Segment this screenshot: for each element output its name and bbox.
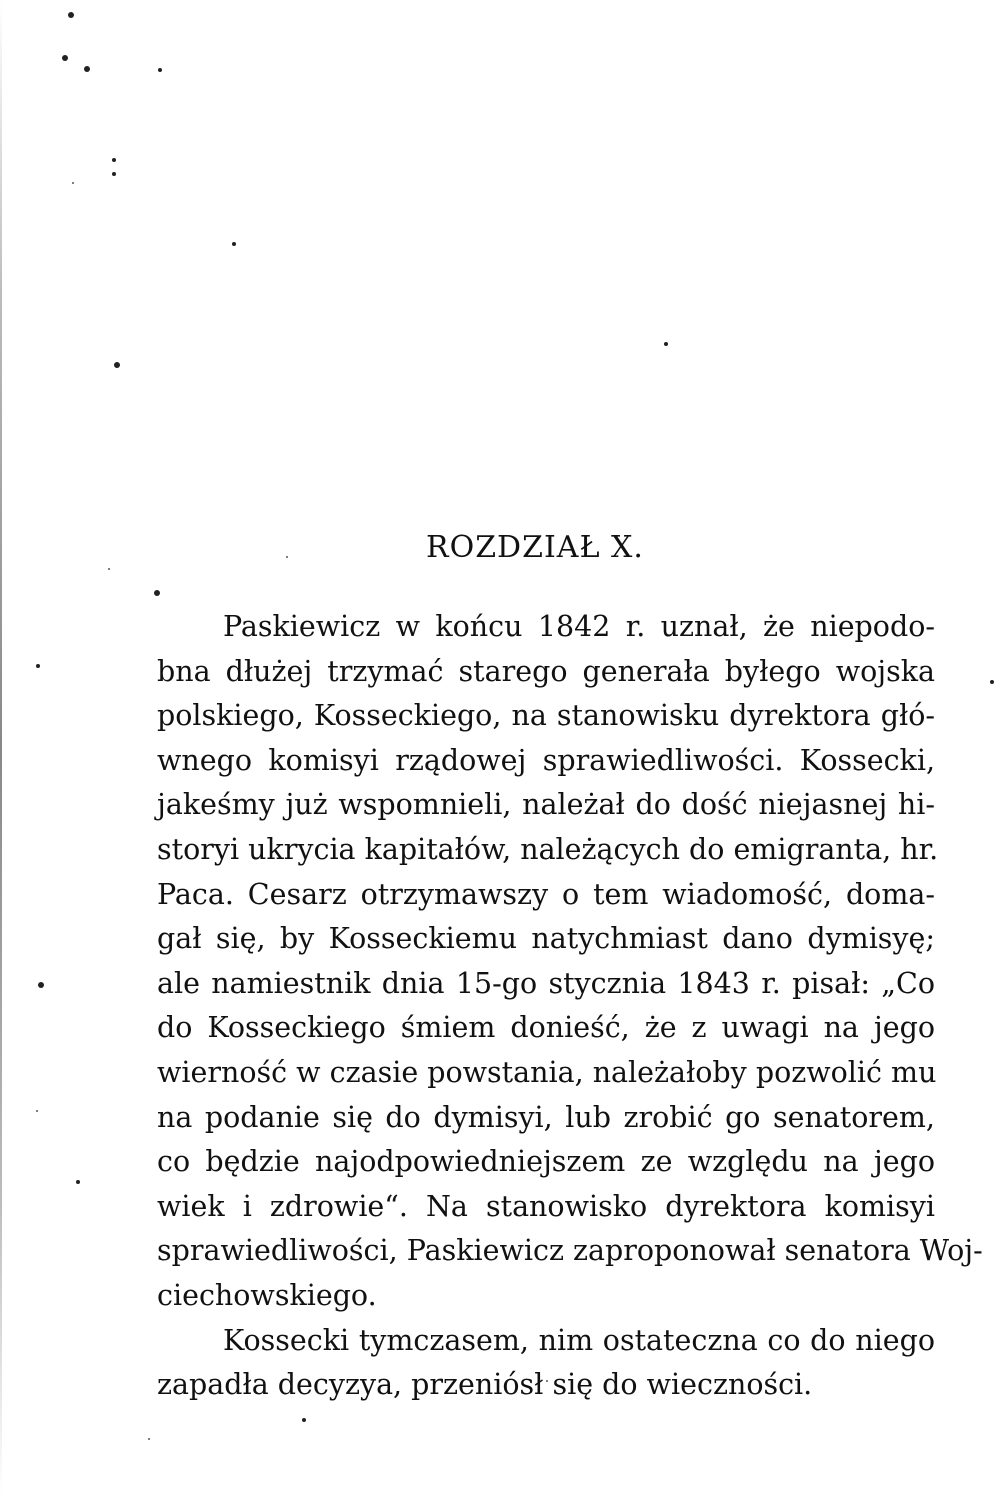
text-line: bna dłużej trzymać starego generała byłego wojska bbox=[157, 654, 935, 688]
text-line: co będzie najodpowiedniejszem ze względu na jego bbox=[157, 1145, 935, 1179]
scan-speck bbox=[72, 182, 74, 184]
scan-speck bbox=[36, 664, 40, 668]
text-line: na podanie się do dymisyi, lub zrobić go senatorem, bbox=[157, 1100, 935, 1134]
scan-speck bbox=[36, 1110, 38, 1112]
scan-speck bbox=[68, 12, 74, 18]
scan-speck bbox=[84, 66, 90, 72]
text-line: zapadła decyzya, przeniósł się do wieczności. bbox=[157, 1368, 813, 1402]
scan-speck bbox=[108, 568, 110, 570]
scan-speck bbox=[112, 158, 116, 162]
text-line: wierność w czasie powstania, należałoby pozwolić mu bbox=[157, 1055, 937, 1089]
text-line: wnego komisyi rządowej sprawiedliwości. Kossecki, bbox=[157, 743, 935, 777]
text-line: jakeśmy już wspomnieli, należał do dość niejasnej hi- bbox=[157, 788, 935, 822]
scan-speck bbox=[62, 55, 68, 61]
text-line: sprawiedliwości, Paskiewicz zaproponował senatora Woj- bbox=[157, 1234, 983, 1268]
scan-speck bbox=[38, 982, 44, 988]
page-edge-shadow bbox=[0, 0, 2, 1496]
scan-speck bbox=[990, 680, 994, 684]
scan-speck bbox=[664, 342, 668, 346]
scan-speck bbox=[114, 362, 120, 368]
text-line: polskiego, Kosseckiego, na stanowisku dyrektora głó- bbox=[157, 699, 935, 733]
text-line: Paca. Cesarz otrzymawszy o tem wiadomość, doma- bbox=[157, 877, 935, 911]
text-line: Kossecki tymczasem, nim ostateczna co do niego bbox=[223, 1323, 935, 1357]
chapter-heading: ROZDZIAŁ X. bbox=[426, 530, 644, 565]
scan-speck bbox=[154, 590, 160, 596]
scan-speck bbox=[76, 1180, 80, 1184]
paragraph bbox=[157, 1319, 935, 1408]
paragraph bbox=[157, 605, 983, 1319]
text-line: storyi ukrycia kapitałów, należących do emigranta, hr. bbox=[157, 832, 939, 866]
text-line: do Kosseckiego śmiem donieść, że z uwagi na jego bbox=[157, 1011, 935, 1045]
scan-speck bbox=[112, 172, 116, 176]
text-line: ale namiestnik dnia 15-go stycznia 1843 r. pisał: „Co bbox=[157, 966, 935, 1000]
scan-speck bbox=[302, 1418, 306, 1422]
scan-speck bbox=[232, 242, 236, 246]
text-line: ciechowskiego. bbox=[157, 1278, 377, 1312]
scan-speck bbox=[158, 68, 162, 72]
body-text bbox=[157, 605, 983, 1408]
text-line: gał się, by Kosseckiemu natychmiast dano dymisyę; bbox=[157, 922, 935, 956]
text-line: wiek i zdrowie“. Na stanowisko dyrektora komisyi bbox=[157, 1189, 935, 1223]
scan-speck bbox=[148, 1438, 150, 1440]
text-line: Paskiewicz w końcu 1842 r. uznał, że niepodo- bbox=[223, 610, 935, 643]
